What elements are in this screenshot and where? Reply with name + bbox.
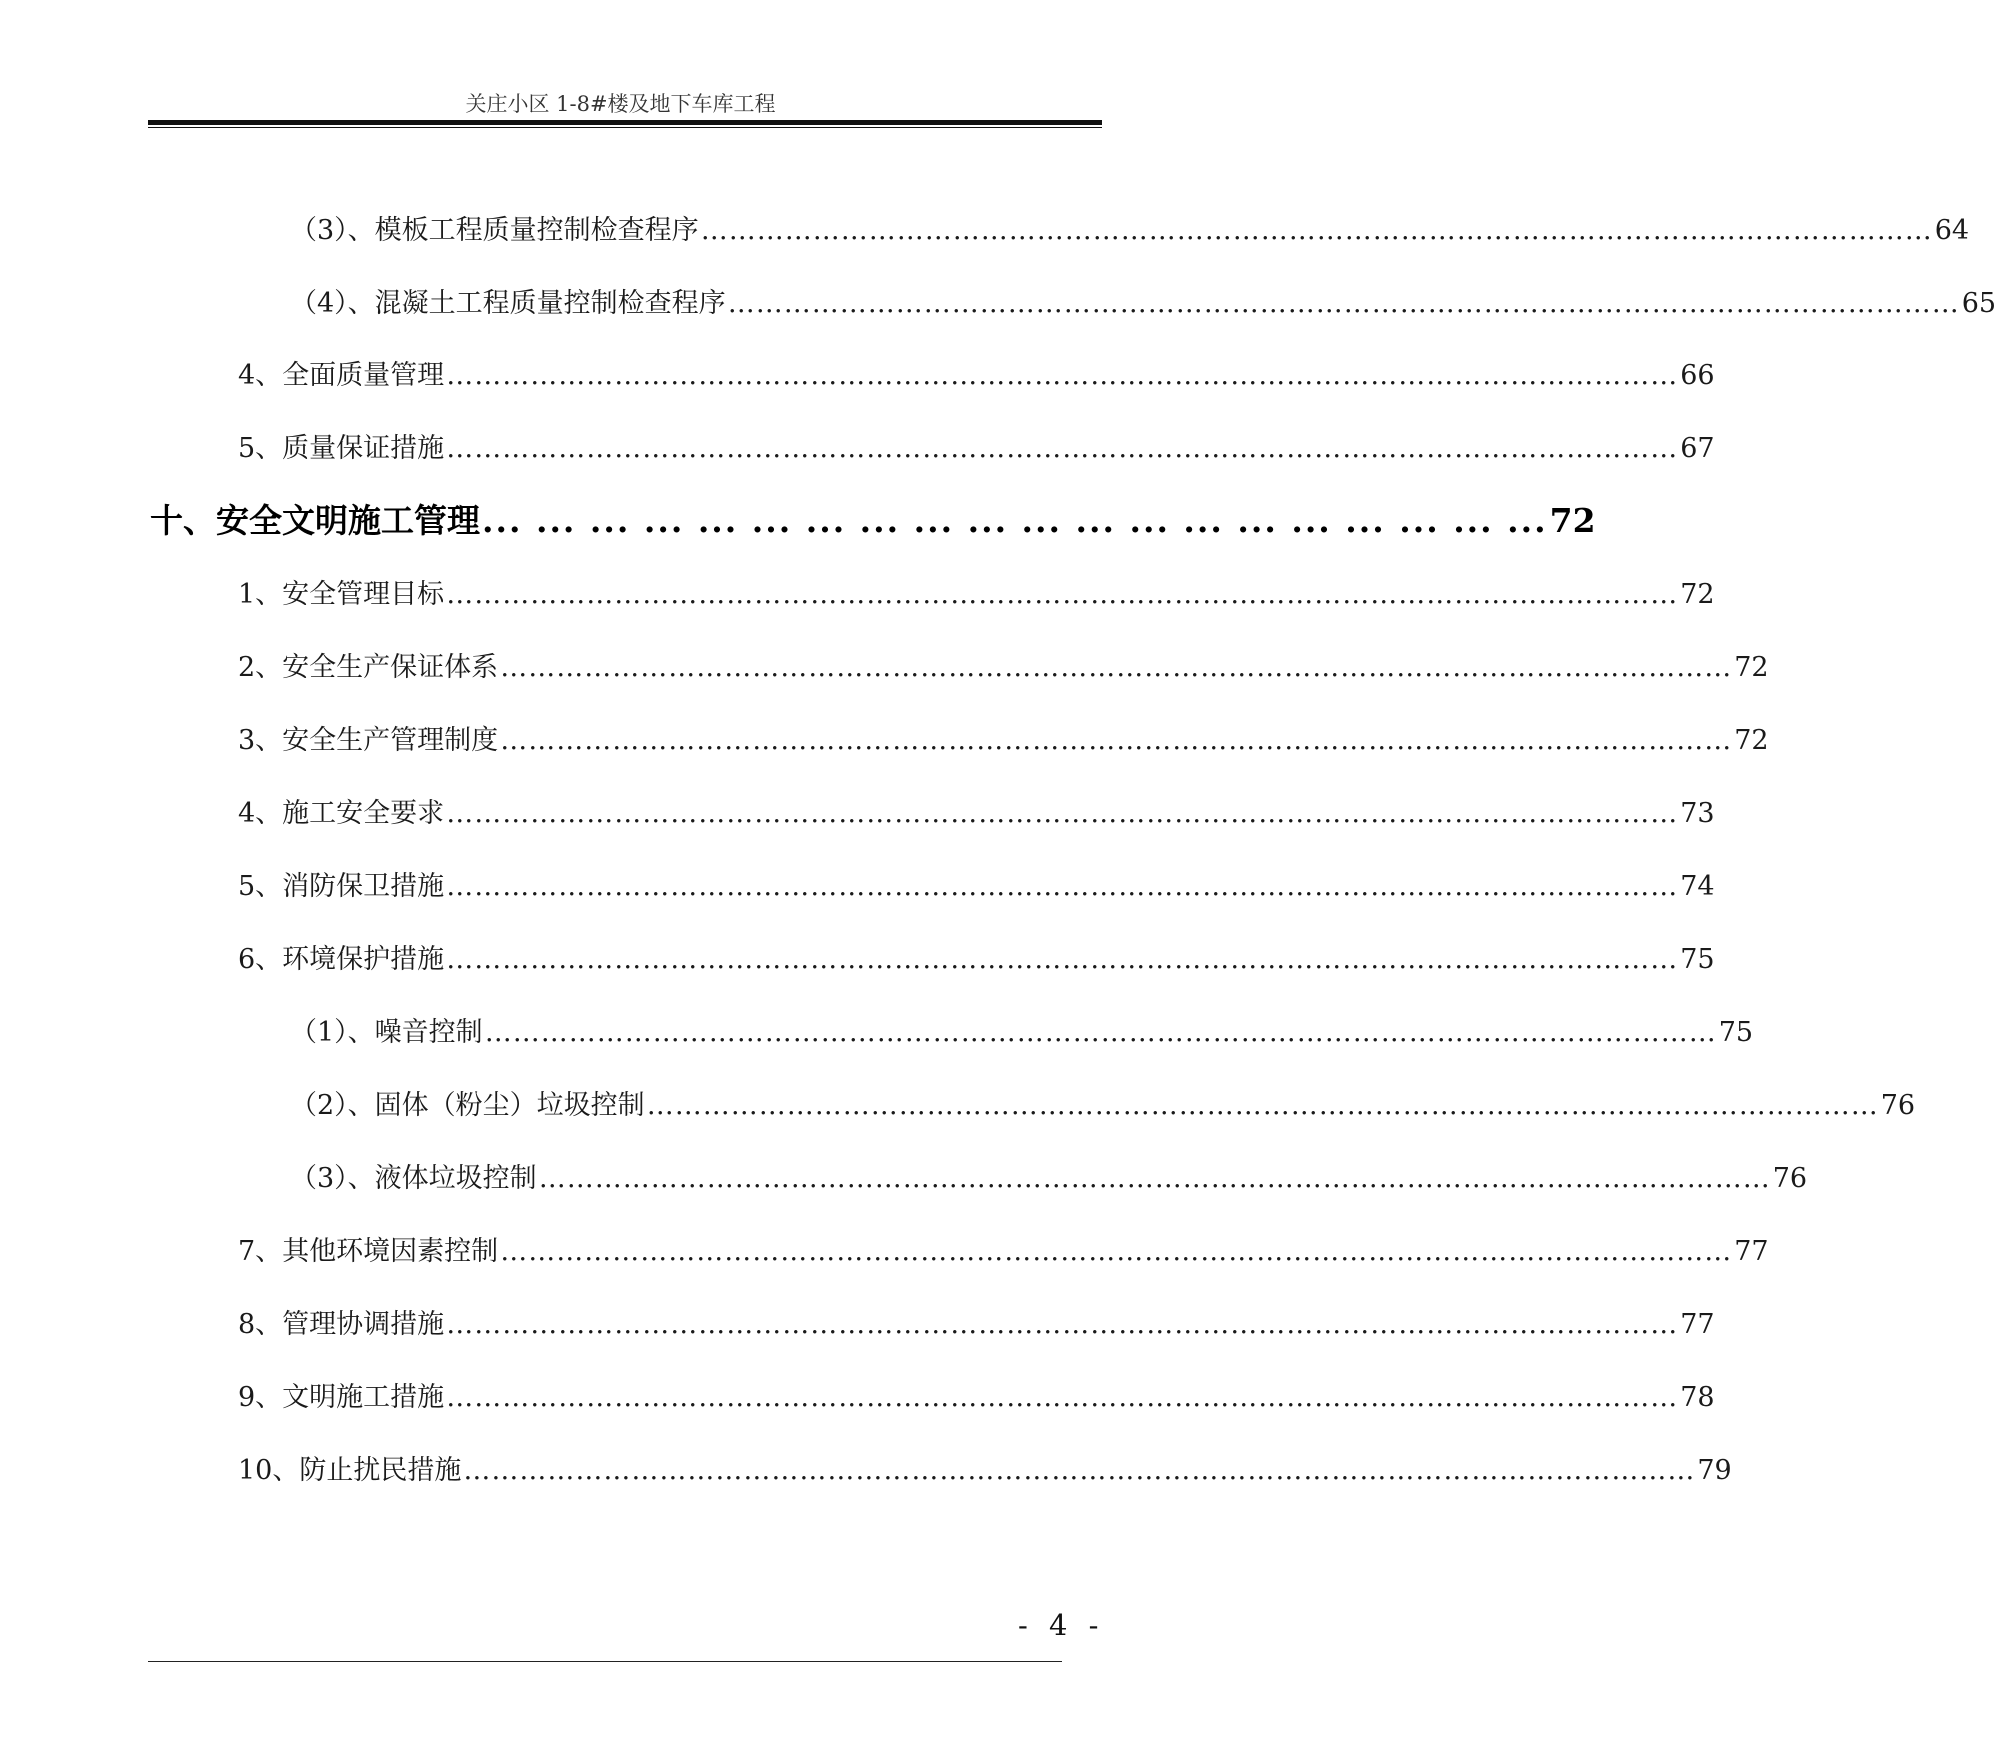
toc-leader-dots: …………………………………………………………………………………………………………………… <box>727 288 1960 319</box>
toc-entry-page: 75 <box>1718 1017 1754 1048</box>
toc-leader-dots: …………………………………………………………………………………………………………………… <box>446 871 1679 902</box>
running-header-title: 关庄小区 1-8#楼及地下车库工程 <box>465 92 776 116</box>
toc-entry-page: 67 <box>1680 433 1715 464</box>
toc-entry-label: 5、消防保卫措施 <box>238 871 445 902</box>
toc-entry[interactable] <box>238 937 1715 977</box>
toc-leader-dots: …………………………………………………………………………………………………………………… <box>538 1163 1771 1194</box>
toc-entry-label: 5、质量保证措施 <box>238 433 445 464</box>
toc-leader-dots: …………………………………………………………………………………………………………………… <box>646 1090 1879 1121</box>
footer-rule <box>148 1661 1062 1662</box>
toc-entry-label: 9、文明施工措施 <box>238 1382 445 1413</box>
toc-entry[interactable] <box>290 208 1970 248</box>
toc-leader-dots: …………………………………………………………………………………………………………………… <box>446 579 1679 610</box>
toc-entry-label: 1、安全管理目标 <box>238 579 445 610</box>
toc-entry[interactable] <box>290 1156 1808 1196</box>
toc-entry[interactable] <box>290 1083 1916 1123</box>
toc-leader-dots: …………………………………………………………………………………………………………………… <box>700 215 1933 246</box>
toc-entry-page: 77 <box>1680 1309 1715 1340</box>
toc-entry[interactable] <box>238 718 1769 758</box>
toc-entry[interactable] <box>238 1375 1715 1415</box>
toc-entry-page: 72 <box>1734 652 1769 683</box>
toc-leader-dots: …………………………………………………………………………………………………………………… <box>446 360 1679 391</box>
toc-entry-page: 79 <box>1697 1455 1732 1486</box>
toc-entry-page: 75 <box>1680 944 1715 975</box>
toc-entry[interactable] <box>238 864 1715 904</box>
toc-leader-dots: …………………………………………………………………………………………………………………… <box>446 798 1679 829</box>
toc-entry-page: 73 <box>1680 798 1715 829</box>
toc-entry[interactable] <box>238 426 1715 466</box>
toc-entry-page: 66 <box>1680 360 1715 391</box>
toc-entry-page: 64 <box>1934 215 1970 246</box>
toc-entry-label: 2、安全生产保证体系 <box>238 652 499 683</box>
toc-entry[interactable] <box>238 645 1769 685</box>
toc-entry[interactable] <box>290 281 1996 321</box>
toc-leader-dots: …………………………………………………………………………………………………………………… <box>446 433 1679 464</box>
toc-entry-label: 6、环境保护措施 <box>238 944 445 975</box>
toc-entry-page: 76 <box>1772 1163 1808 1194</box>
toc-leader-dots: …………………………………………………………………………………………………………………… <box>484 1017 1717 1048</box>
toc-leader-dots: …………………………………………………………………………………………………………………… <box>446 944 1679 975</box>
toc-entry-label: 8、管理协调措施 <box>238 1309 445 1340</box>
toc-entry-page: 76 <box>1880 1090 1916 1121</box>
toc-leader-dots: …………………………………………………………………………………………………………………… <box>500 1236 1733 1267</box>
toc-chapter-entry[interactable] <box>150 495 1596 541</box>
toc-entry-label: 3、安全生产管理制度 <box>238 725 499 756</box>
toc-leader-dots: …………………………………………………………………………………………………………………… <box>500 725 1733 756</box>
toc-entry-label: 4、全面质量管理 <box>238 360 445 391</box>
toc-entry[interactable] <box>238 1229 1769 1269</box>
toc-entry[interactable] <box>238 791 1715 831</box>
toc-entry-label: （1）、噪音控制 <box>290 1017 483 1048</box>
toc-entry[interactable] <box>238 1302 1715 1342</box>
toc-entry-label: 10、防止扰民措施 <box>238 1455 462 1486</box>
toc-leader-dots: ... ... ... ... ... ... ... ... ... ... ... ... ... ... ... ... ... ... ... ... <box>482 501 1548 540</box>
toc-entry[interactable] <box>290 1010 1754 1050</box>
toc-entry-label: （4）、混凝土工程质量控制检查程序 <box>290 288 726 319</box>
toc-entry-label: （2）、固体（粉尘）垃圾控制 <box>290 1090 645 1121</box>
page-number: - 4 - <box>1018 1608 1105 1642</box>
toc-entry-page: 77 <box>1734 1236 1769 1267</box>
toc-entry-label: 7、其他环境因素控制 <box>238 1236 499 1267</box>
toc-leader-dots: …………………………………………………………………………………………………………………… <box>446 1309 1679 1340</box>
toc-entry-label: 4、施工安全要求 <box>238 798 445 829</box>
toc-leader-dots: …………………………………………………………………………………………………………………… <box>500 652 1733 683</box>
toc-entry-page: 78 <box>1680 1382 1715 1413</box>
toc-entry[interactable] <box>238 353 1715 393</box>
toc-entry-page: 65 <box>1961 288 1996 319</box>
toc-leader-dots: …………………………………………………………………………………………………………………… <box>446 1382 1679 1413</box>
toc-entry-page: 72 <box>1734 725 1769 756</box>
toc-chapter-page: 72 <box>1549 501 1596 540</box>
toc-leader-dots: …………………………………………………………………………………………………………………… <box>463 1455 1696 1486</box>
toc-entry-page: 74 <box>1680 871 1715 902</box>
toc-chapter-label: 十、安全文明施工管理 <box>150 501 480 540</box>
toc-entry-page: 72 <box>1680 579 1715 610</box>
toc-entry[interactable] <box>238 572 1715 612</box>
toc-entry[interactable] <box>238 1448 1732 1488</box>
toc-entry-label: （3）、模板工程质量控制检查程序 <box>290 215 699 246</box>
toc-entry-label: （3）、液体垃圾控制 <box>290 1163 537 1194</box>
